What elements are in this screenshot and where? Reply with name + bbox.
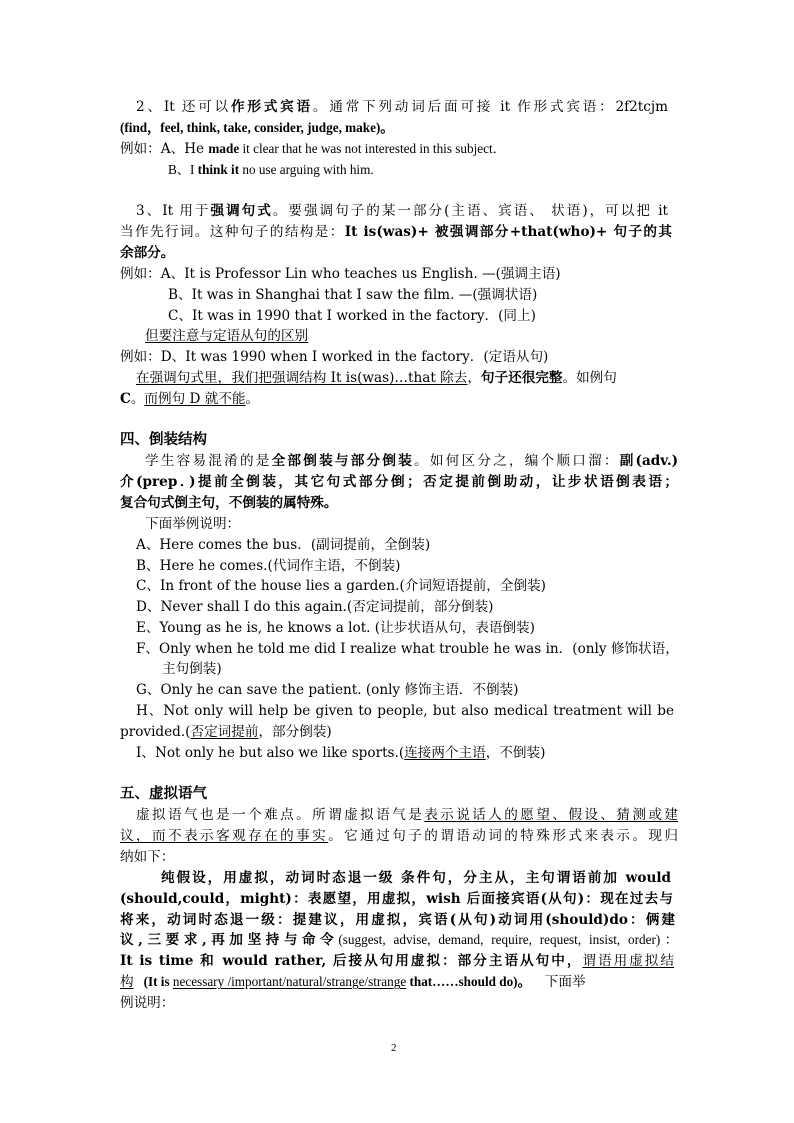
emphasis: think it	[197, 162, 240, 177]
s4-intro: 下面举例说明：	[145, 516, 241, 532]
s4-para-2: 介(prep．)提前全倒装，其它句式部分倒；否定提前倒助动，让步状语倒表语；	[120, 474, 678, 490]
text: 纯假设，用虚拟，动词时态退一级	[161, 870, 395, 886]
text: 3、It 用于	[136, 203, 211, 219]
s5-para-3: 纳如下：	[120, 849, 175, 865]
emphasis: 议,三要求,再加坚持与命令	[120, 932, 339, 948]
s4-para-1	[145, 451, 678, 471]
s3-line-2	[120, 222, 672, 242]
s3-line-9	[136, 368, 617, 388]
text: 。	[130, 391, 145, 407]
text: 。通常下列动词后面可接 it 作形式宾语：2f2tcjm	[312, 99, 668, 115]
s3-example-a: 例如：A、It is Professor Lin who teaches us English. —(强调主语)	[120, 266, 561, 282]
s5-rule-1	[161, 868, 671, 888]
s4-example-a: A、Here comes the bus．(副词提前，全倒装)	[136, 537, 431, 553]
text: 。如例句	[562, 370, 617, 386]
text: ，部分倒装)	[258, 724, 332, 740]
page-number: 2	[391, 1042, 397, 1054]
s5-rule-4	[120, 930, 678, 950]
s4-example-g: G、Only he can save the patient. (only 修饰主语．不倒装)	[136, 682, 519, 698]
text: provided.(	[120, 724, 191, 740]
underlined-text: necessary /important/natural/strange/strange	[172, 974, 407, 989]
text: ，不倒装)	[485, 745, 546, 761]
section-4-title: 四、倒装结构	[120, 431, 207, 448]
emphasis: that……should do)。	[406, 974, 531, 989]
text: it clear that he was not interested in this subject．	[239, 141, 506, 156]
s3-line-3: 余部分。	[120, 245, 175, 261]
emphasis: (It is	[143, 974, 173, 989]
underlined-text: 构	[120, 974, 134, 990]
s3-line-1	[136, 201, 668, 221]
text: I、Not only he but also we like sports.(	[136, 745, 405, 761]
text: 。	[245, 391, 260, 407]
emphasis: It is time 和 would rather, 后接从句用虚拟：部分主语从句中，	[120, 953, 583, 969]
s4-para-3: 复合句式倒主句，不倒装的属特殊。	[120, 495, 338, 511]
text: 2、It 还可以	[136, 99, 231, 115]
emphasis: 作形式宾语	[230, 99, 313, 115]
text: 。要强调句子的某一部分(主语、宾语、 状语)，可以把 it	[272, 203, 669, 219]
s3-note: 但要注意与定语从句的区别	[145, 328, 309, 344]
underlined-text: 谓语用虚拟结	[582, 953, 674, 969]
emphasis: It is(was)+ 被强调部分+that(who)+ 句子的其	[344, 224, 672, 240]
s2-line-2: (find，feel, think, take, consider, judge, make)。	[120, 120, 394, 135]
emphasis: made	[208, 141, 240, 156]
text: 下面举	[544, 974, 586, 990]
s5-rule-6	[120, 972, 586, 992]
underlined-text: 而例句 D 就不能	[144, 391, 246, 407]
text: 。如何区分之，编个顺口溜：	[414, 453, 620, 469]
s3-example-d: 例如：D、It was 1990 when I worked in the factory．(定语从句)	[120, 349, 549, 365]
underlined-text: 议，而不表示客观存在的事实	[120, 828, 329, 844]
s3-example-b: B、It was in Shanghai that I saw the film. —(强调状语)	[168, 287, 538, 303]
s4-example-h: H、Not only will help be given to people, but also medical treatment will be	[136, 703, 674, 719]
emphasis: 强调句式	[210, 203, 273, 219]
text: 虚拟语气也是一个难点。所谓虚拟语气是	[136, 807, 425, 823]
s4-example-b: B、Here he comes.(代词作主语，不倒装)	[136, 558, 401, 574]
text: (suggest, advise, demand, require, request, insist, order)：	[338, 932, 678, 947]
s5-rule-2: (should,could，might)：表愿望，用虚拟，wish 后面接宾语(从句)：现在过去与	[120, 891, 673, 907]
s2-example-a	[120, 139, 506, 159]
s5-para-1	[136, 805, 678, 825]
s3-line-10	[120, 389, 259, 409]
text: B、I	[168, 162, 198, 177]
s5-rule-3: 将来，动词时态退一级：提建议，用虚拟，宾语(从句)动词用(should)do：俩建	[120, 912, 675, 928]
text: 条件句，分主从，主句谓语前加 would	[394, 870, 671, 886]
s4-example-h-cont	[120, 722, 332, 742]
text: 。它通过句子的谓语动词的特殊形式来表示。现归	[328, 828, 678, 844]
underlined-text: 在强调句式里，我们把强调结构 It is(was)…that 除去	[136, 370, 468, 386]
text: 当作先行词。这种句子的结构是：	[120, 224, 345, 240]
s4-example-d: D、Never shall I do this again.(否定词提前，部分倒装)	[136, 599, 494, 615]
s3-example-c: C、It was in 1990 that I worked in the factory．(同上)	[168, 308, 536, 324]
emphasis: C	[120, 391, 131, 407]
s5-rule-7: 例说明：	[120, 995, 175, 1011]
text: 例如：A、He	[120, 141, 209, 157]
section-5-title: 五、虚拟语气	[120, 785, 207, 802]
text: 学生容易混淆的是	[145, 453, 272, 469]
s4-example-f-cont: 主句倒装)	[162, 661, 222, 677]
emphasis: 句子还很完整	[480, 370, 563, 386]
s5-para-2	[120, 826, 678, 846]
text: no use arguing with him.	[239, 162, 374, 177]
s4-example-c: C、In front of the house lies a garden.(介词短语提前，全倒装)	[136, 578, 546, 594]
underlined-text: 表示说话人的愿望、假设、猜测或建	[424, 807, 679, 823]
underlined-text: 否定词提前	[190, 724, 259, 740]
s4-example-e: E、Young as he is, he knows a lot. (让步状语从句，表语倒装)	[136, 620, 535, 636]
s2-example-b	[168, 160, 374, 180]
emphasis: 全部倒装与部分倒装	[271, 453, 415, 469]
s4-example-i	[136, 743, 545, 763]
s5-rule-5	[120, 951, 674, 971]
emphasis: 副(adv.)	[619, 453, 678, 469]
underlined-text: 连接两个主语	[404, 745, 486, 761]
s4-example-f: F、Only when he told me did I realize what trouble he was in．(only 修饰状语，	[136, 641, 679, 657]
s2-line-1	[136, 97, 668, 117]
text: ，	[467, 370, 481, 386]
